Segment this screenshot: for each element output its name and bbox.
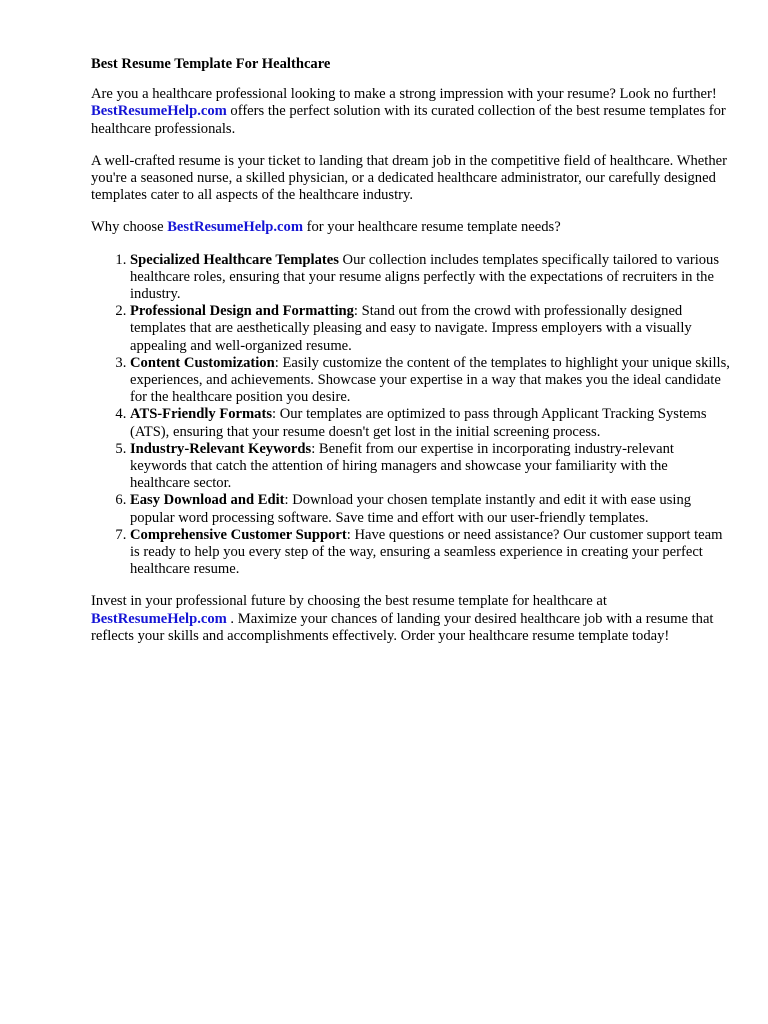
list-item-text: Benefit from our expertise in incorporating industry-relevant keywords that catch the attention of hiring managers and showcase your familiarity with the healthcare sector. xyxy=(130,440,674,492)
why-paragraph xyxy=(91,219,731,236)
list-item-term: Specialized Healthcare Templates xyxy=(130,251,339,268)
list-item xyxy=(130,252,731,304)
list-item xyxy=(130,527,731,579)
list-item-term: Comprehensive Customer Support xyxy=(130,526,347,543)
list-item xyxy=(130,406,731,440)
list-item xyxy=(130,492,731,526)
list-item-term: Content Customization xyxy=(130,354,275,371)
intro-text-before: Are you a healthcare professional looking to make a strong impression with your resume? Look no further! xyxy=(91,86,717,103)
list-item xyxy=(130,441,731,493)
list-item-separator: : xyxy=(346,526,355,543)
why-text-after: for your healthcare resume template needs? xyxy=(302,219,561,236)
list-item-separator: : xyxy=(274,354,283,371)
list-item-text: Download your chosen template instantly and edit it with ease using popular word processing software. Save time and effort with our user-friendly templates. xyxy=(130,492,692,526)
list-item-term: Easy Download and Edit xyxy=(130,492,285,509)
closing-text-before: Invest in your professional future by choosing the best resume template for healthcare at xyxy=(91,593,607,610)
why-link[interactable]: BestResumeHelp.com xyxy=(167,219,303,236)
list-item xyxy=(130,355,731,407)
list-item-text: Our templates are optimized to pass through Applicant Tracking Systems (ATS), ensuring that your resume doesn't get lost in the initial screening process. xyxy=(130,406,707,440)
closing-text-after: . Maximize your chances of landing your desired healthcare job with a resume that reflects your skills and accomplishments effectively. Order your healthcare resume template today! xyxy=(91,610,714,644)
list-item-separator: : xyxy=(272,406,280,423)
document-page xyxy=(91,56,731,660)
list-item-text: Stand out from the crowd with professionally designed templates that are aesthetically pleasing and easy to navigate. Impress employers with a visually appealing and well-organized resume. xyxy=(130,303,692,354)
list-item-text: Easily customize the content of the templates to highlight your unique skills, experiences, and achievements. Showcase your expertise in a way that makes you the ideal candidate for the healthcare position you desire. xyxy=(130,354,730,406)
closing-paragraph xyxy=(91,593,731,645)
list-item xyxy=(130,303,731,355)
list-item-separator: : xyxy=(353,303,362,320)
list-item-text: Have questions or need assistance? Our customer support team is ready to help you every step of the way, ensuring a seamless experience in creating your perfect healthcare resume. xyxy=(130,526,723,578)
intro-text-after: offers the perfect solution with its curated collection of the best resume templates for healthcare professionals. xyxy=(91,103,726,137)
intro-paragraph xyxy=(91,86,731,138)
closing-link[interactable]: BestResumeHelp.com xyxy=(91,610,227,627)
list-item-term: Professional Design and Formatting xyxy=(130,303,354,320)
body-paragraph: A well-crafted resume is your ticket to landing that dream job in the competitive field of healthcare. Whether you're a seasoned nurse, a skilled physician, or a dedicated healthcare administrator, our carefully designed templates cater to all aspects of the healthcare industry. xyxy=(91,152,727,204)
intro-link[interactable]: BestResumeHelp.com xyxy=(91,103,227,120)
list-item-term: ATS-Friendly Formats xyxy=(130,406,273,423)
list-item-separator: : xyxy=(311,440,319,457)
why-text-before: Why choose xyxy=(91,219,168,236)
list-item-term: Industry-Relevant Keywords xyxy=(130,440,312,457)
document-title: Best Resume Template For Healthcare xyxy=(91,56,331,72)
list-item-text: Our collection includes templates specifically tailored to various healthcare roles, ensuring that your resume aligns perfectly with the expectations of recruiters in the industry. xyxy=(130,251,720,303)
list-item-separator: : xyxy=(284,492,293,509)
benefits-list xyxy=(91,252,731,579)
